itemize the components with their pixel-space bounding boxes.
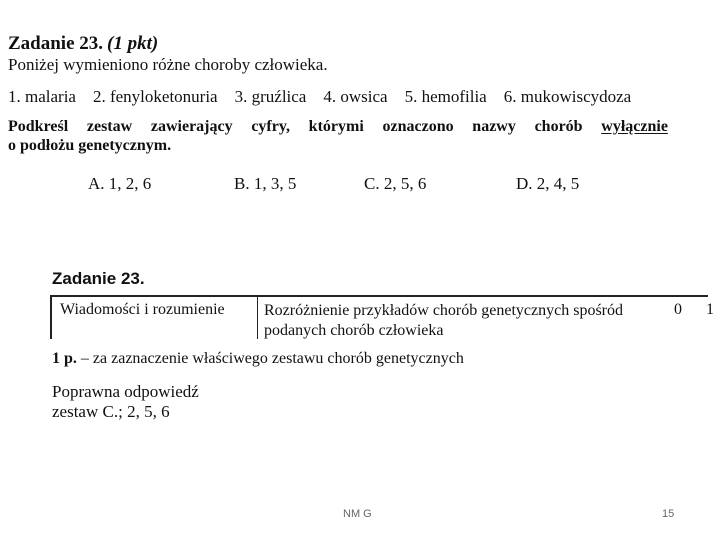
footer-label: NM G	[343, 508, 372, 520]
option-c[interactable]: C. 2, 5, 6	[364, 174, 427, 193]
instruction-line-1	[8, 117, 668, 136]
disease-item: 5. hemofilia	[404, 87, 487, 106]
score-zero: 0	[674, 301, 682, 318]
instruction-word: zestaw	[86, 118, 133, 135]
disease-list	[8, 87, 648, 107]
table-category-cell: Wiadomości i rozumienie	[52, 297, 258, 339]
correct-answer-value: zestaw C.; 2, 5, 6	[52, 402, 170, 421]
score-one: 1	[706, 301, 714, 318]
disease-item: 3. gruźlica	[234, 87, 307, 106]
page-number: 15	[662, 508, 675, 520]
task-title	[8, 33, 158, 55]
instruction-word: chorób	[534, 118, 583, 135]
instruction-line-2: o podłożu genetycznym.	[8, 137, 172, 154]
scoring-points: 1 p.	[52, 350, 77, 367]
requirement-line: Rozróżnienie przykładów chorób genetycznych spośród	[264, 302, 623, 319]
correct-answer-label: Poprawna odpowiedź	[52, 382, 199, 401]
answer-key-title: Zadanie 23.	[52, 269, 145, 288]
instruction-word: zawierający	[150, 118, 233, 135]
instruction-word: cyfry,	[251, 118, 290, 135]
answer-key-table	[50, 295, 714, 339]
disease-item: 4. owsica	[323, 87, 388, 106]
table-requirement-cell	[264, 297, 664, 341]
instruction-underlined-word: wyłącznie	[601, 118, 668, 135]
disease-item: 2. fenyloketonuria	[92, 87, 218, 106]
instruction-word: Podkreśl	[8, 118, 69, 135]
scoring-rule	[52, 350, 464, 368]
requirement-line: podanych chorób człowieka	[264, 322, 444, 339]
task-points: (1 pkt)	[107, 33, 159, 54]
instruction-word: oznaczono	[382, 118, 454, 135]
option-d[interactable]: D. 2, 4, 5	[516, 174, 580, 193]
option-a[interactable]: A. 1, 2, 6	[88, 174, 152, 193]
scoring-description: – za zaznaczenie właściwego zestawu chorób genetycznych	[76, 350, 464, 367]
instruction-word: nazwy	[472, 118, 516, 135]
task-instruction	[8, 117, 668, 155]
table-score-cell	[674, 301, 714, 319]
disease-item: 6. mukowiscydoza	[503, 87, 632, 106]
instruction-word: którymi	[308, 118, 364, 135]
task-number: Zadanie 23.	[8, 33, 104, 54]
option-b[interactable]: B. 1, 3, 5	[234, 174, 297, 193]
disease-item: 1. malaria	[8, 87, 76, 106]
task-intro: Poniżej wymieniono różne choroby człowieka.	[8, 55, 328, 74]
